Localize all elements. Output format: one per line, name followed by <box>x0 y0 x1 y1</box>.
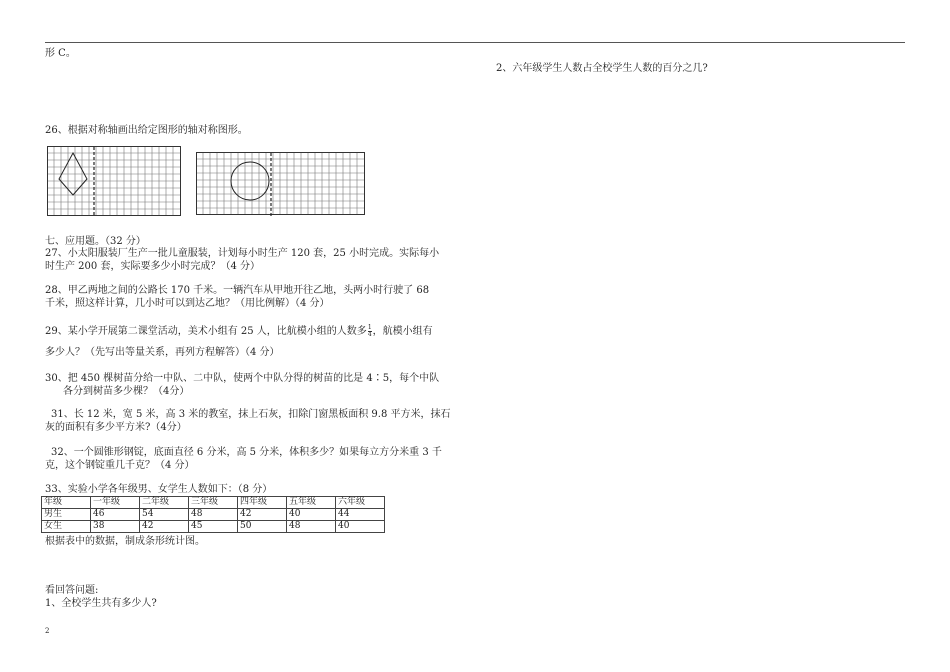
table-cell: 44 <box>336 509 385 521</box>
table-cell: 46 <box>91 509 140 521</box>
table-cell: 38 <box>91 521 140 533</box>
table-row <box>42 509 385 521</box>
symmetry-grid-circle <box>196 152 366 220</box>
table-header-cell: 五年级 <box>287 497 336 509</box>
table-header-row <box>42 497 385 509</box>
table-cell: 40 <box>336 521 385 533</box>
section-7-heading: 七、应用题。（32 分） <box>45 236 146 247</box>
question-29-line2: 多少人？（先写出等量关系，再列方程解答）（4 分） <box>45 347 280 358</box>
table-cell: 50 <box>238 521 287 533</box>
question-30-line2: 各分到树苗多少棵？（4分） <box>63 386 190 397</box>
table-header-cell: 三年级 <box>189 497 238 509</box>
fragment-text: 形 C。 <box>45 48 76 59</box>
question-32-line2: 克，这个钢锭重几千克？（4 分） <box>45 460 195 471</box>
question-29-line1 <box>45 325 433 338</box>
question-33: 33、实验小学各年级男、女学生人数如下：（8 分） <box>45 484 273 495</box>
question-27-line1: 27、小太阳服装厂生产一批儿童服装，计划每小时生产 120 套，25 小时完成。实际每小 <box>45 248 440 259</box>
top-rule <box>45 42 905 43</box>
chart-instruction: 根据表中的数据，制成条形统计图。 <box>45 536 205 547</box>
table-header-cell: 年级 <box>42 497 91 509</box>
question-28-line2: 千米，照这样计算，几小时可以到达乙地？（用比例解）（4 分） <box>45 298 330 309</box>
student-count-table <box>41 496 385 533</box>
answer-prompt: 看回答问题: <box>45 585 99 596</box>
right-question-2: 2、六年级学生人数占全校学生人数的百分之几? <box>496 63 708 74</box>
table-row <box>42 521 385 533</box>
table-cell: 48 <box>287 521 336 533</box>
question-28-line1: 28、甲乙两地之间的公路长 170 千米。一辆汽车从甲地开往乙地，头两小时行驶了 68 <box>45 285 430 296</box>
table-cell: 45 <box>189 521 238 533</box>
table-header-cell: 二年级 <box>140 497 189 509</box>
table-cell: 女生 <box>42 521 91 533</box>
table-cell: 48 <box>189 509 238 521</box>
table-cell: 男生 <box>42 509 91 521</box>
table-header-cell: 六年级 <box>336 497 385 509</box>
table-cell: 42 <box>140 521 189 533</box>
symmetry-grid-diamond <box>47 146 182 221</box>
question-31-line2: 灰的面积有多少平方米?（4分） <box>45 422 187 433</box>
table-header-cell: 一年级 <box>91 497 140 509</box>
question-26: 26、根据对称轴画出给定图形的轴对称图形。 <box>45 125 248 136</box>
table-cell: 42 <box>238 509 287 521</box>
table-cell: 40 <box>287 509 336 521</box>
fraction: $\frac{1}{4}$ <box>367 324 372 338</box>
question-29-text: 29、某小学开展第二课堂活动，美术小组有 25 人，比航模小组的人数多 <box>45 326 367 337</box>
question-31-line1: 31、长 12 米，宽 5 米，高 3 米的教室，抹上石灰，扣除门窗黑板面积 9.8 平方米，抹石 <box>51 409 451 420</box>
page-number: 2 <box>45 627 50 635</box>
question-30-line1: 30、把 450 棵树苗分给一中队、二中队，使两个中队分得的树苗的比是 4∶5，每个中队 <box>45 373 440 384</box>
sub-question-1: 1、全校学生共有多少人? <box>45 598 157 609</box>
table-header-cell: 四年级 <box>238 497 287 509</box>
question-29-text-end: ，航模小组有 <box>372 326 433 337</box>
table-cell: 54 <box>140 509 189 521</box>
question-32-line1: 32、一个圆锥形钢锭，底面直径 6 分米，高 5 分米，体积多少？如果每立方分米重 3 千 <box>51 447 442 458</box>
question-27-line2: 时生产 200 套，实际要多少小时完成？（4 分） <box>45 261 260 272</box>
